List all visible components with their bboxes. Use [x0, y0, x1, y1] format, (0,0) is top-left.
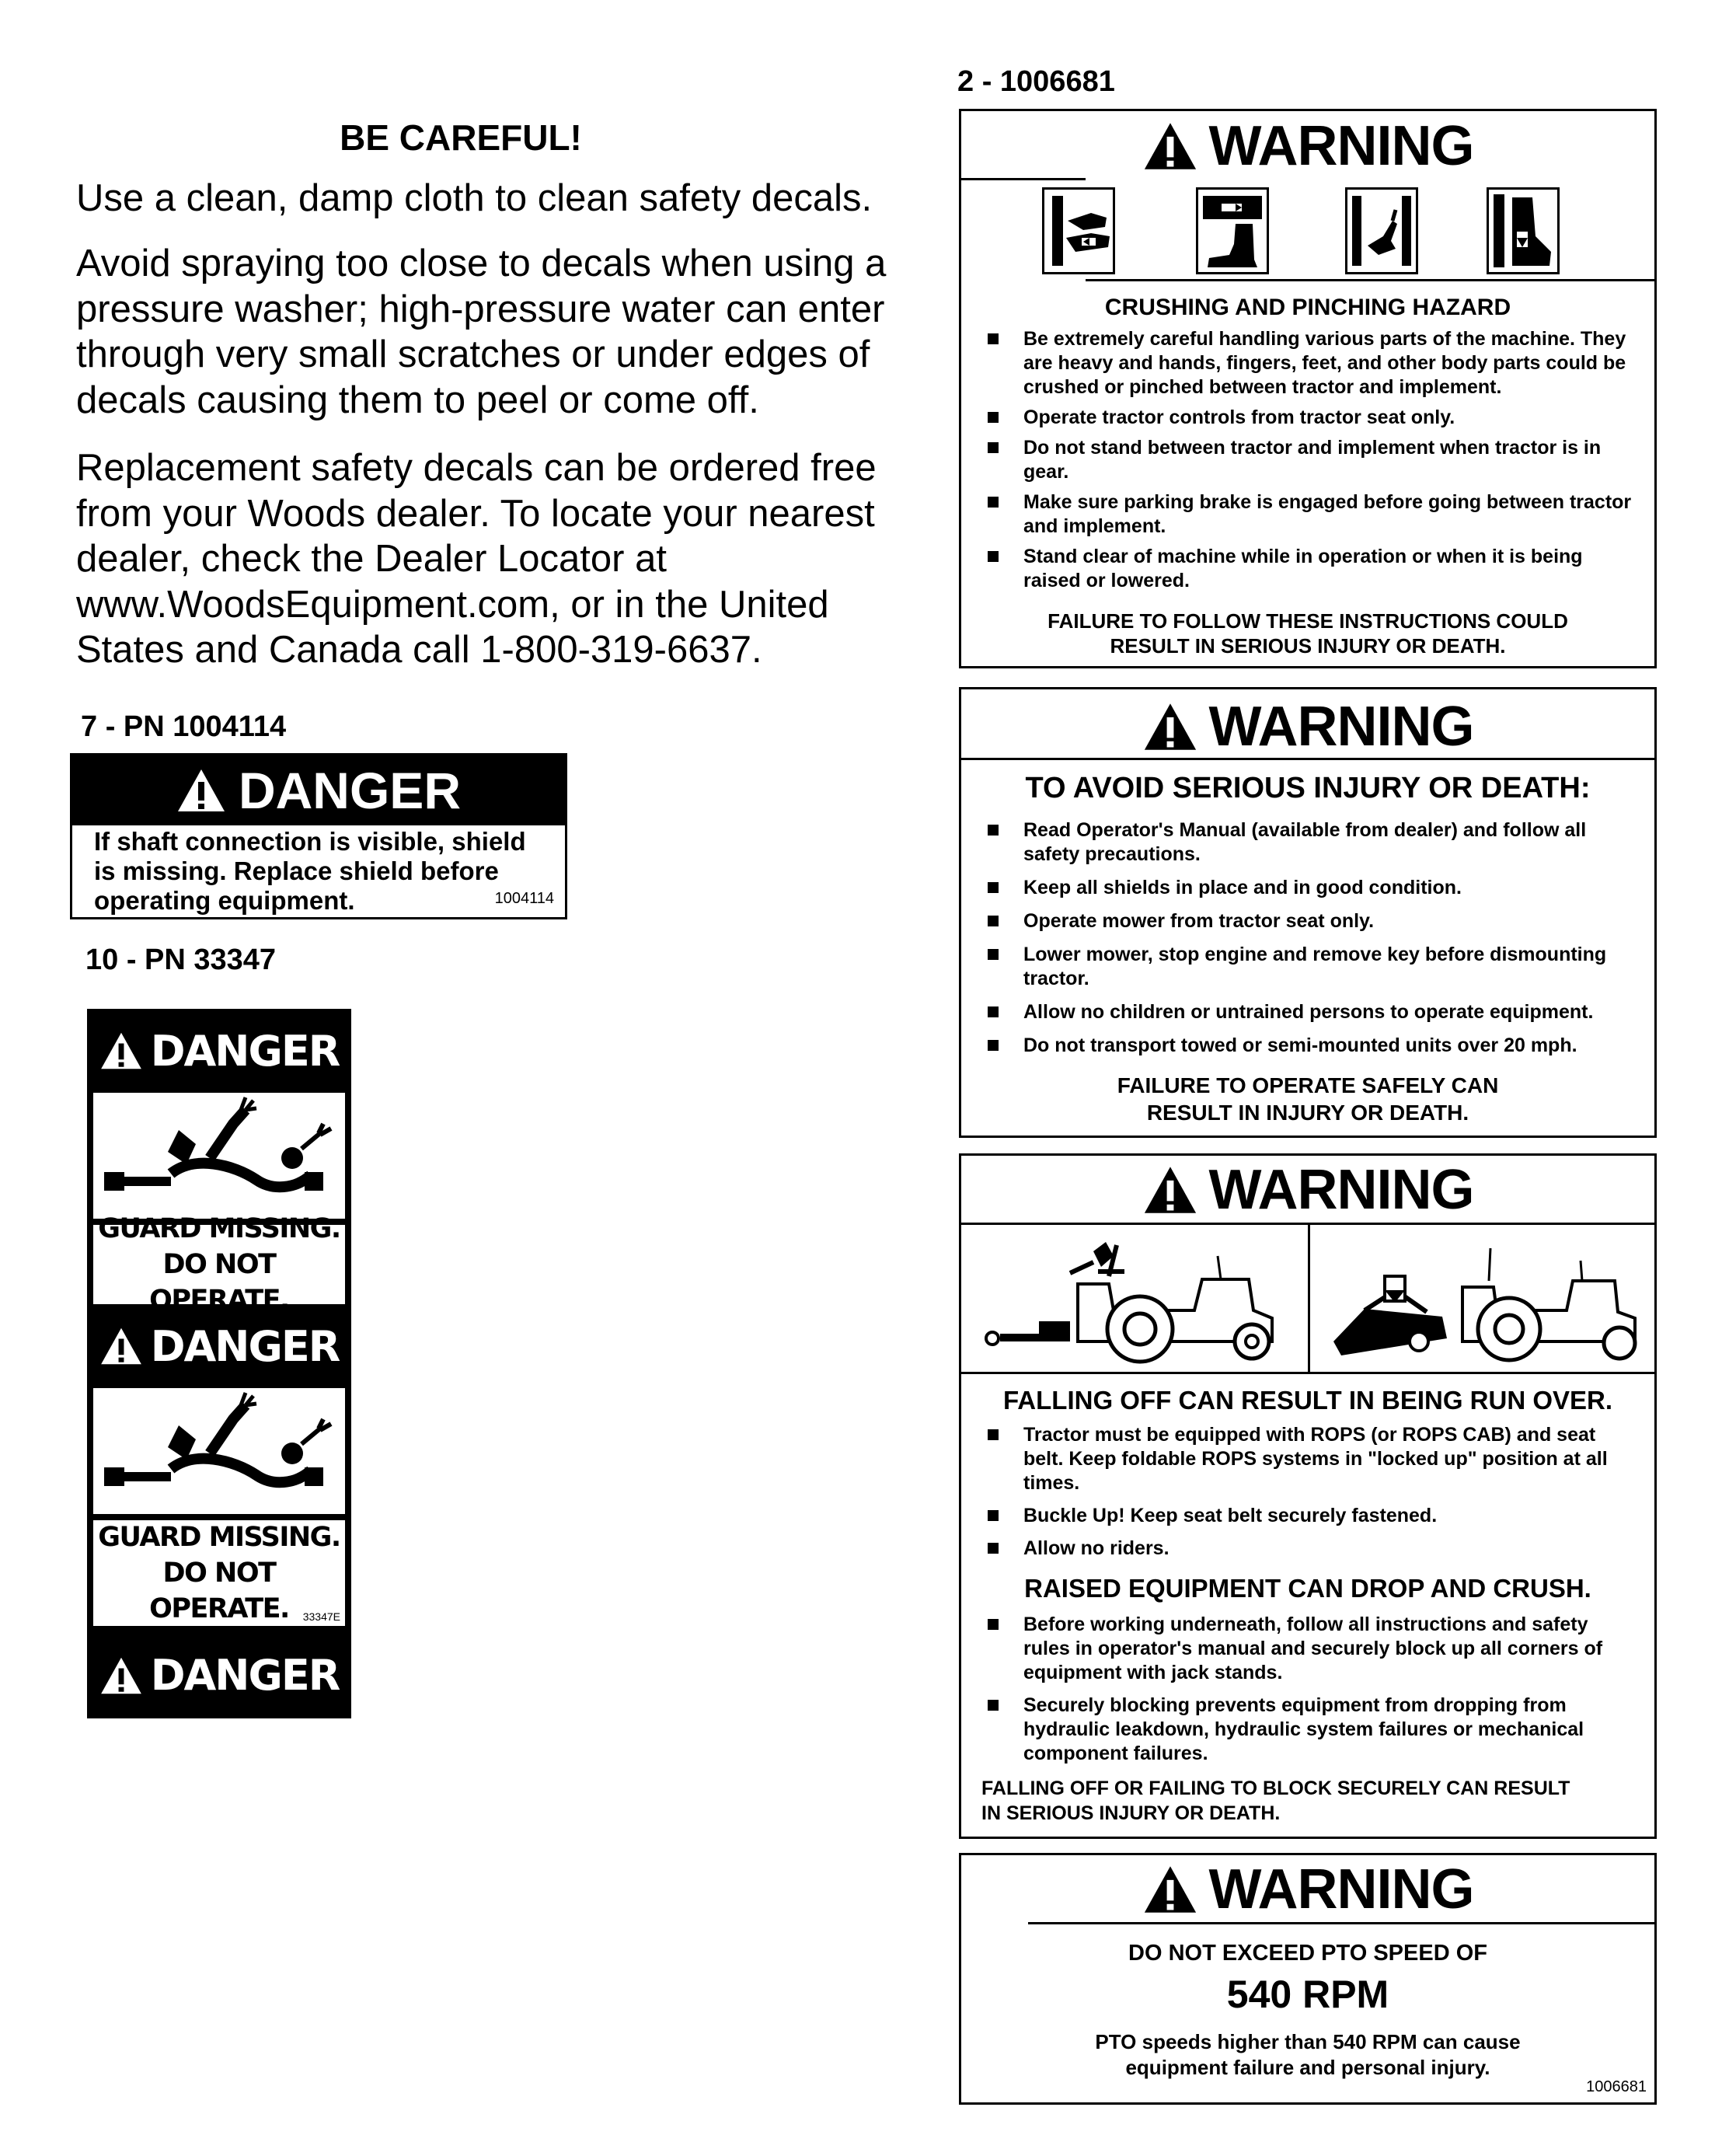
decal-code: 1006681	[1586, 2078, 1647, 2095]
decal-7-label: 7 - PN 1004114	[81, 710, 287, 743]
warning-footer	[961, 2029, 1654, 2081]
list-item: Operate mower from tractor seat only.	[981, 909, 1636, 933]
warning-header	[961, 1156, 1654, 1224]
text-line: www.WoodsEquipment.com, or in the United	[76, 583, 829, 626]
warning-triangle-icon	[176, 768, 226, 813]
warning-title: DO NOT EXCEED PTO SPEED OF	[1128, 1941, 1487, 1966]
decal-10-label: 10 - PN 33347	[85, 944, 277, 976]
list-item: Allow no children or untrained persons to operate equipment.	[981, 1000, 1636, 1024]
replacement-paragraph	[76, 445, 931, 673]
decal-code: 1004114	[494, 890, 554, 907]
be-careful-heading: BE CAREFUL!	[340, 117, 582, 158]
drop-crush-pictogram	[1310, 1225, 1654, 1372]
entanglement-pictogram	[93, 1093, 345, 1219]
warning-header	[961, 111, 1654, 181]
text-line: from your Woods dealer. To locate your nearest	[76, 492, 875, 535]
warning-header-text: WARNING	[1208, 115, 1474, 177]
list-item: Operate tractor controls from tractor seat only.	[981, 406, 1636, 430]
list-item: Securely blocking prevents equipment from dropping from hydraulic leakdown, hydraulic system failures or mechanical component failures.	[981, 1694, 1636, 1766]
warning-decal-general	[959, 687, 1657, 1138]
list-item: Stand clear of machine while in operation or when it is being raised or lowered.	[981, 545, 1636, 593]
text-line: dealer, check the Dealer Locator at	[76, 538, 667, 580]
divider-line	[961, 1372, 1654, 1374]
tractor-run-over-icon	[961, 1225, 1308, 1372]
danger-header-text: DANGER	[238, 762, 461, 819]
hand-pinch-icon	[1347, 190, 1416, 272]
warning-triangle-icon	[1142, 121, 1198, 171]
warning-triangle-icon	[99, 1327, 143, 1366]
text-line: pressure washer; high-pressure water can enter	[76, 288, 885, 330]
warning-decal-crushing	[959, 109, 1657, 668]
text-line: RESULT IN INJURY OR DEATH.	[1146, 1101, 1469, 1125]
text-line: Avoid spraying too close to decals when using a	[76, 242, 887, 284]
divider-line	[1086, 279, 1654, 281]
clean-paragraph: Use a clean, damp cloth to clean safety decals.	[76, 177, 873, 219]
text-line: FALLING OFF OR FAILING TO BLOCK SECURELY CAN RESULT	[981, 1777, 1570, 1799]
list-item: Make sure parking brake is engaged before going between tractor and implement.	[981, 490, 1636, 539]
text-line: PTO speeds higher than 540 RPM can cause	[1095, 2030, 1521, 2053]
divider-line	[1028, 1922, 1654, 1924]
warning-triangle-icon	[99, 1031, 143, 1070]
entanglement-figure-icon	[93, 1388, 345, 1514]
warning-decal-rops	[959, 1153, 1657, 1839]
text-line: If shaft connection is visible, shield	[94, 827, 526, 856]
list-item: Lower mower, stop engine and remove key before dismounting tractor.	[981, 943, 1636, 991]
danger-band-bottom	[87, 1632, 351, 1718]
rpm-value: 540 RPM	[1226, 1973, 1389, 2016]
foot-pinch-icon	[1489, 190, 1557, 272]
text-line: GUARD MISSING.	[98, 1522, 340, 1553]
warning-header-text: WARNING	[1208, 1159, 1474, 1221]
list-item: Before working underneath, follow all instructions and safety rules in operator's manual and securely block up all corners of equipment with jack stands.	[981, 1613, 1636, 1685]
list-item: Keep all shields in place and in good condition.	[981, 876, 1636, 900]
hand-pinch-pictogram	[1345, 187, 1418, 274]
danger-band-middle	[87, 1304, 351, 1388]
warning-decal-pto	[959, 1853, 1657, 2105]
list-item: Read Operator's Manual (available from dealer) and follow all safety precautions.	[981, 818, 1636, 867]
warning-footer	[961, 1072, 1654, 1126]
warning-bullets	[981, 1613, 1636, 1766]
text-line: FAILURE TO FOLLOW THESE INSTRUCTIONS COULD	[1047, 609, 1568, 633]
text-line: operating equipment.	[94, 886, 355, 915]
danger-body-text	[94, 827, 545, 916]
danger-header	[72, 755, 565, 825]
guard-missing-text	[93, 1213, 345, 1316]
warning-triangle-icon	[1142, 702, 1198, 752]
warning-triangle-icon	[1142, 1865, 1198, 1914]
warning-header-text: WARNING	[1208, 696, 1474, 758]
divider-line	[961, 758, 1654, 760]
warning-footer	[981, 1776, 1636, 1826]
warning-footer	[961, 609, 1654, 658]
text-line: DO NOT OPERATE.	[149, 1558, 289, 1624]
text-line: equipment failure and personal injury.	[1125, 2056, 1490, 2079]
list-item: Be extremely careful handling various parts of the machine. They are heavy and hands, fingers, feet, and other body parts could be crushed or pinched between tractor and implement.	[981, 327, 1636, 399]
warning-header	[961, 689, 1654, 764]
danger-band-text: DANGER	[150, 1651, 340, 1700]
entanglement-pictogram	[93, 1388, 345, 1514]
decal-code: 33347E	[302, 1610, 340, 1623]
warning-triangle-icon	[99, 1656, 143, 1695]
foot-crush-icon	[1198, 190, 1267, 272]
text-line: Replacement safety decals can be ordered free	[76, 447, 877, 489]
text-line: is missing. Replace shield before	[94, 856, 499, 885]
list-item: Tractor must be equipped with ROPS (or ROPS CAB) and seat belt. Keep foldable ROPS systems in "locked up" position at all times.	[981, 1423, 1636, 1495]
text-line: through very small scratches or under edges of	[76, 333, 870, 375]
text-line: RESULT IN SERIOUS INJURY OR DEATH.	[1110, 634, 1506, 658]
text-line: FAILURE TO OPERATE SAFELY CAN	[1117, 1073, 1499, 1097]
entanglement-figure-icon	[93, 1093, 345, 1219]
warning-bullets	[981, 1423, 1636, 1561]
text-line: IN SERIOUS INJURY OR DEATH.	[981, 1802, 1281, 1824]
warning-header-text: WARNING	[1208, 1858, 1474, 1921]
text-line: decals causing them to peel or come off.	[76, 379, 759, 421]
warning-title: TO AVOID SERIOUS INJURY OR DEATH:	[1025, 772, 1591, 804]
hand-crush-icon	[1044, 190, 1113, 272]
danger-band-text: DANGER	[150, 1321, 340, 1371]
warning-title: RAISED EQUIPMENT CAN DROP AND CRUSH.	[1024, 1574, 1591, 1603]
danger-band-top	[87, 1009, 351, 1093]
danger-decal-1004114	[70, 753, 567, 919]
warning-triangle-icon	[1142, 1165, 1198, 1215]
foot-crush-pictogram	[1196, 187, 1269, 274]
warning-title: CRUSHING AND PINCHING HAZARD	[1104, 295, 1511, 320]
list-item: Buckle Up! Keep seat belt securely fastened.	[981, 1504, 1636, 1528]
equipment-drop-icon	[1310, 1225, 1654, 1372]
warning-bullets	[981, 327, 1636, 593]
text-line: GUARD MISSING.	[98, 1213, 340, 1244]
warning-bullets	[981, 818, 1636, 1058]
hand-crush-pictogram	[1042, 187, 1115, 274]
decal-2-label: 2 - 1006681	[957, 65, 1115, 98]
list-item: Do not transport towed or semi-mounted units over 20 mph.	[981, 1034, 1636, 1058]
text-line: States and Canada call 1-800-319-6637.	[76, 629, 762, 671]
warning-title: FALLING OFF CAN RESULT IN BEING RUN OVER.	[1002, 1386, 1613, 1415]
foot-pinch-pictogram	[1487, 187, 1560, 274]
warning-header	[961, 1855, 1654, 1924]
divider-line	[961, 178, 1086, 180]
list-item: Allow no riders.	[981, 1537, 1636, 1561]
text-line: DO NOT OPERATE.	[149, 1249, 289, 1316]
pressure-washer-paragraph	[76, 241, 931, 423]
danger-decal-33347	[87, 1009, 351, 1718]
list-item: Do not stand between tractor and implement when tractor is in gear.	[981, 436, 1636, 484]
run-over-pictogram	[961, 1225, 1308, 1372]
danger-band-text: DANGER	[150, 1026, 340, 1076]
